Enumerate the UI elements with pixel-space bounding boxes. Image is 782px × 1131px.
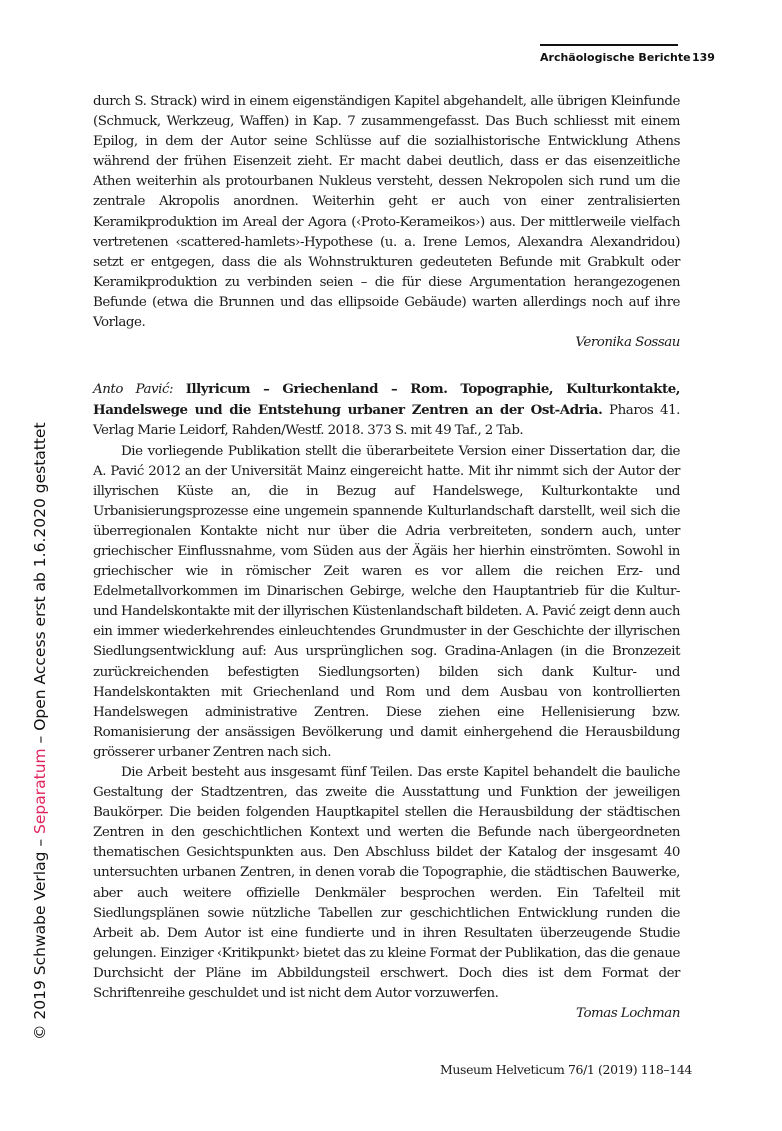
copyright-prefix: © 2019 Schwabe Verlag – — [31, 833, 49, 1040]
journal-citation-footer: Museum Helveticum 76/1 (2019) 118–144 — [440, 1062, 692, 1077]
section-title: Archäologische Berichte — [540, 51, 691, 64]
review2-author: Anto Pavić: — [93, 382, 174, 398]
review2-signature: Tomas Lochman — [576, 1006, 680, 1022]
copyright-sidebar — [28, 420, 52, 1040]
review2-paragraph: Die vorliegende Publikation stellt die überarbeitete Version einer Dissertation dar, die A. Pavić 2012 an der Universität Mainz eingereicht hatte. Mit ihr nimmt sich der Autor der illyrischen Küste an, die in Bezug auf Handelswege, Kulturkontakte und Urbanisierungsprozesse eine ungemein spannende Kulturlandschaft darstellt, weil sich die überregionalen Kontakte nicht nur über die Adria verbreiteten, sondern auch, unter griechischer Einflussnahme, vom Süden aus der Ägäis her hierhin einströmten. Sowohl in griechischer wie in römischer Zeit waren es vor allem die reichen Erz- und Edelmetallvorkommen im Dinarischen Gebirge, welche den Hauptantrieb für die Kultur- und Handelskontakte mit der illyrischen Küstenlandschaft bildeten. A. Pavić zeigt denn auch ein immer wiederkehrendes einleuchtendes Grundmuster in der Geschichte der illyrischen Siedlungsentwicklung auf: Aus ursprünglichen sog. Gradina-Anlagen (in die Bronzezeit zurückreichenden befestigten Siedlungsorten) bilden sich dank Kultur- und Handelskontakten mit Griechenland und Rom und dem Ausbau von kontrollierten Handelswegen administrative Zentren. Diese ziehen eine Hellenisierung bzw. Romanisierung der ansässigen Bevölkerung und damit einhergehend die Herausbildung grösserer urbaner Zentren nach sich. — [93, 443, 680, 760]
copyright-suffix: – Open Access erst ab 1.6.2020 gestattet — [31, 422, 49, 749]
page-number: 139 — [692, 51, 715, 64]
separatum-label: Separatum — [31, 748, 49, 834]
review1-signature: Veronika Sossau — [575, 335, 680, 351]
review2-paragraph: Die Arbeit besteht aus insgesamt fünf Teilen. Das erste Kapitel behandelt die bauliche Gestaltung der Stadtzentren, das zweite die Ausstattung und Funktion der jeweiligen Baukörper. Die beiden folgenden Hauptkapitel stellen die Herausbildung der städtischen Zentren in den geschichtlichen Kontext und werten die Befunde nach übergeordneten thematischen Gesichtspunkten aus. Den Abschluss bildet der Katalog der insgesamt 40 untersuchten urbanen Zentren, in denen vorab die Topographie, die städtischen Bauwerke, aber auch weitere offizielle Denkmäler besprochen werden. Ein Tafelteil mit Siedlungsplänen sowie nützliche Tabellen zur geschichtlichen Entwicklung runden die Arbeit ab. Dem Autor ist eine fundierte und in ihren Resultaten überzeugende Studie gelungen. Einziger ‹Kritikpunkt› bietet das zu kleine Format der Publikation, das die genaue Durchsicht der Pläne im Abbildungsteil erschwert. Doch dies ist dem Format der Schriftenreihe geschuldet und ist nicht dem Autor vorzuwerfen. — [93, 765, 680, 1002]
review2-citation — [93, 379, 680, 441]
review1-paragraph: durch S. Strack) wird in einem eigenständigen Kapitel abgehandelt, alle übrigen Kleinfunde (Schmuck, Werkzeug, Waffen) in Kap. 7 zusammengefasst. Das Buch schliesst mit einem Epilog, in dem der Autor seine Schlüsse auf die sozialhistorische Entwicklung Athens während der frühen Eisenzeit zieht. Er macht dabei deutlich, dass er das eisenzeitliche Athen weiterhin als protourbanen Nukleus versteht, dessen Nekropolen sich rund um die zentrale Akropolis anordnen. Weiterhin geht er auch von einer zentralisierten Keramikproduktion im Areal der Agora (‹Proto-Kerameikos›) aus. Der mittlerweile vielfach vertretenen ‹scattered-hamlets›-Hypothese (u. a. Irene Lemos, Alexandra Alexandridou) setzt er entgegen, dass die als Wohnstrukturen gedeuteten Befunde mit Grabkult oder Keramikproduktion zu verbinden seien – die für diese Argumentation herangezogenen Befunde (etwa die Brunnen und das ellipsoide Gebäude) warten allerdings noch auf ihre Vorlage. — [93, 94, 680, 331]
review2-publication: Pharos 41. Verlag Marie Leidorf, Rahden/Westf. 2018. 373 S. mit 49 Taf., 2 Tab. — [93, 403, 680, 439]
article-body — [93, 92, 680, 1024]
header-rule — [540, 44, 678, 46]
review2-title: Illyricum – Griechenland – Rom. Topographie, Kulturkontakte, Handelswege und die Entstehung urbaner Zentren an der Ost-Adria. — [93, 381, 680, 419]
